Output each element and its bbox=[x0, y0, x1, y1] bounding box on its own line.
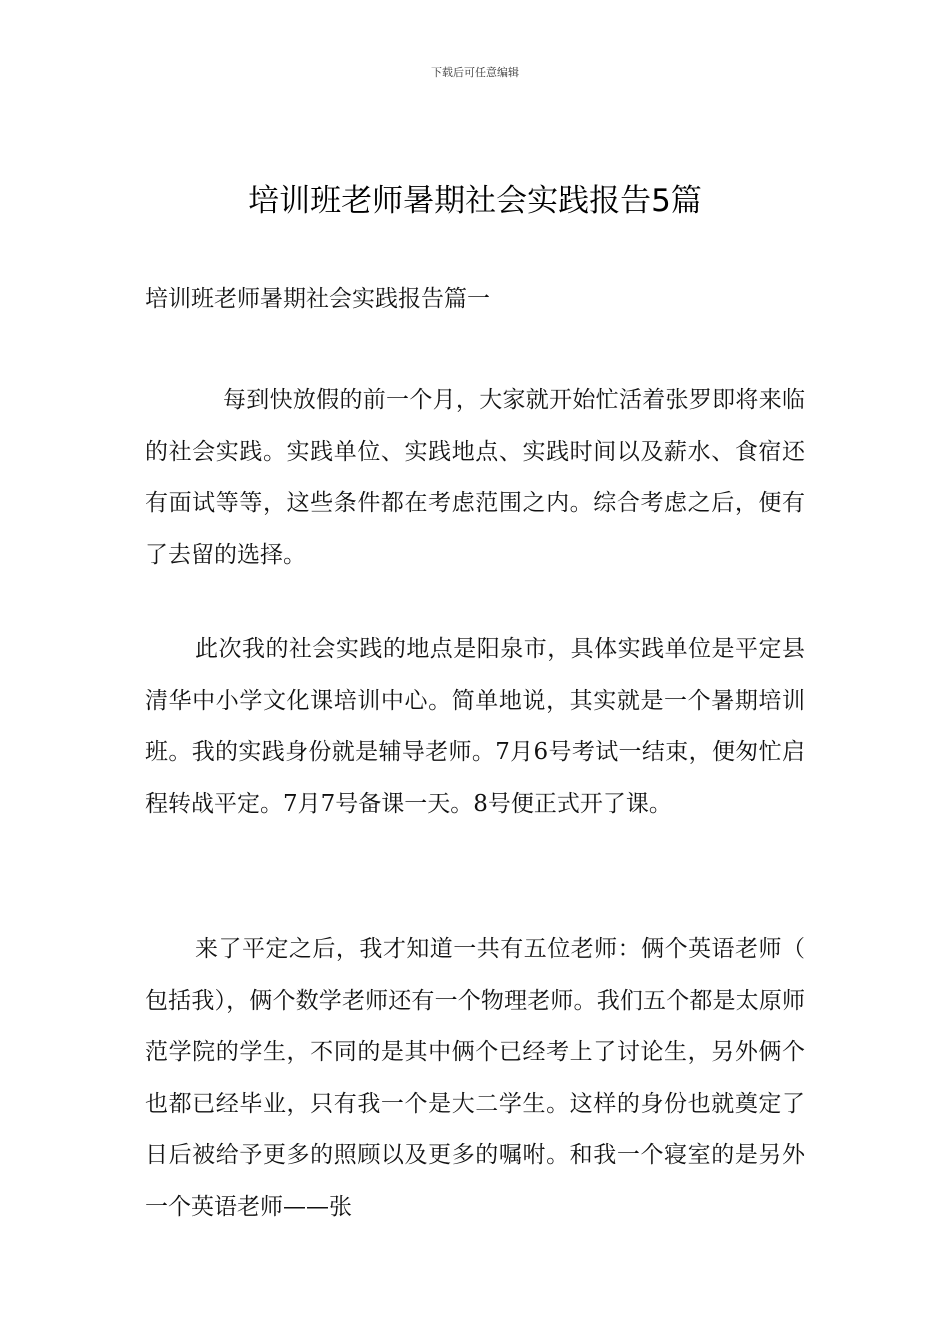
section-heading: 培训班老师暑期社会实践报告篇一 bbox=[145, 286, 490, 312]
page-header-note: 下载后可任意编辑 bbox=[431, 66, 519, 79]
paragraph-3: 来了平定之后，我才知道一共有五位老师：俩个英语老师（包括我），俩个数学老师还有一个物理老师。我们五个都是太原师范学院的学生，不同的是其中俩个已经考上了讨论生，另外俩个也都已经毕业，只有我一个是大二学生。这样的身份也就奠定了日后被给予更多的照顾以及更多的嘱咐。和我一个寝室的是另外一个英语老师——张 bbox=[145, 936, 805, 1220]
paragraph-1: 每到快放假的前一个月，大家就开始忙活着张罗即将来临的社会实践。实践单位、实践地点、实践时间以及薪水、食宿还有面试等等，这些条件都在考虑范围之内。综合考虑之后，便有了去留的选择。 bbox=[145, 387, 805, 568]
paragraph-2: 此次我的社会实践的地点是阳泉市，具体实践单位是平定县清华中小学文化课培训中心。简单地说，其实就是一个暑期培训班。我的实践身份就是辅导老师。7月6号考试一结束，便匆忙启程转战平定。7月7号备课一天。8号便正式开了课。 bbox=[145, 636, 805, 817]
document-title: 培训班老师暑期社会实践报告5篇 bbox=[248, 183, 702, 219]
